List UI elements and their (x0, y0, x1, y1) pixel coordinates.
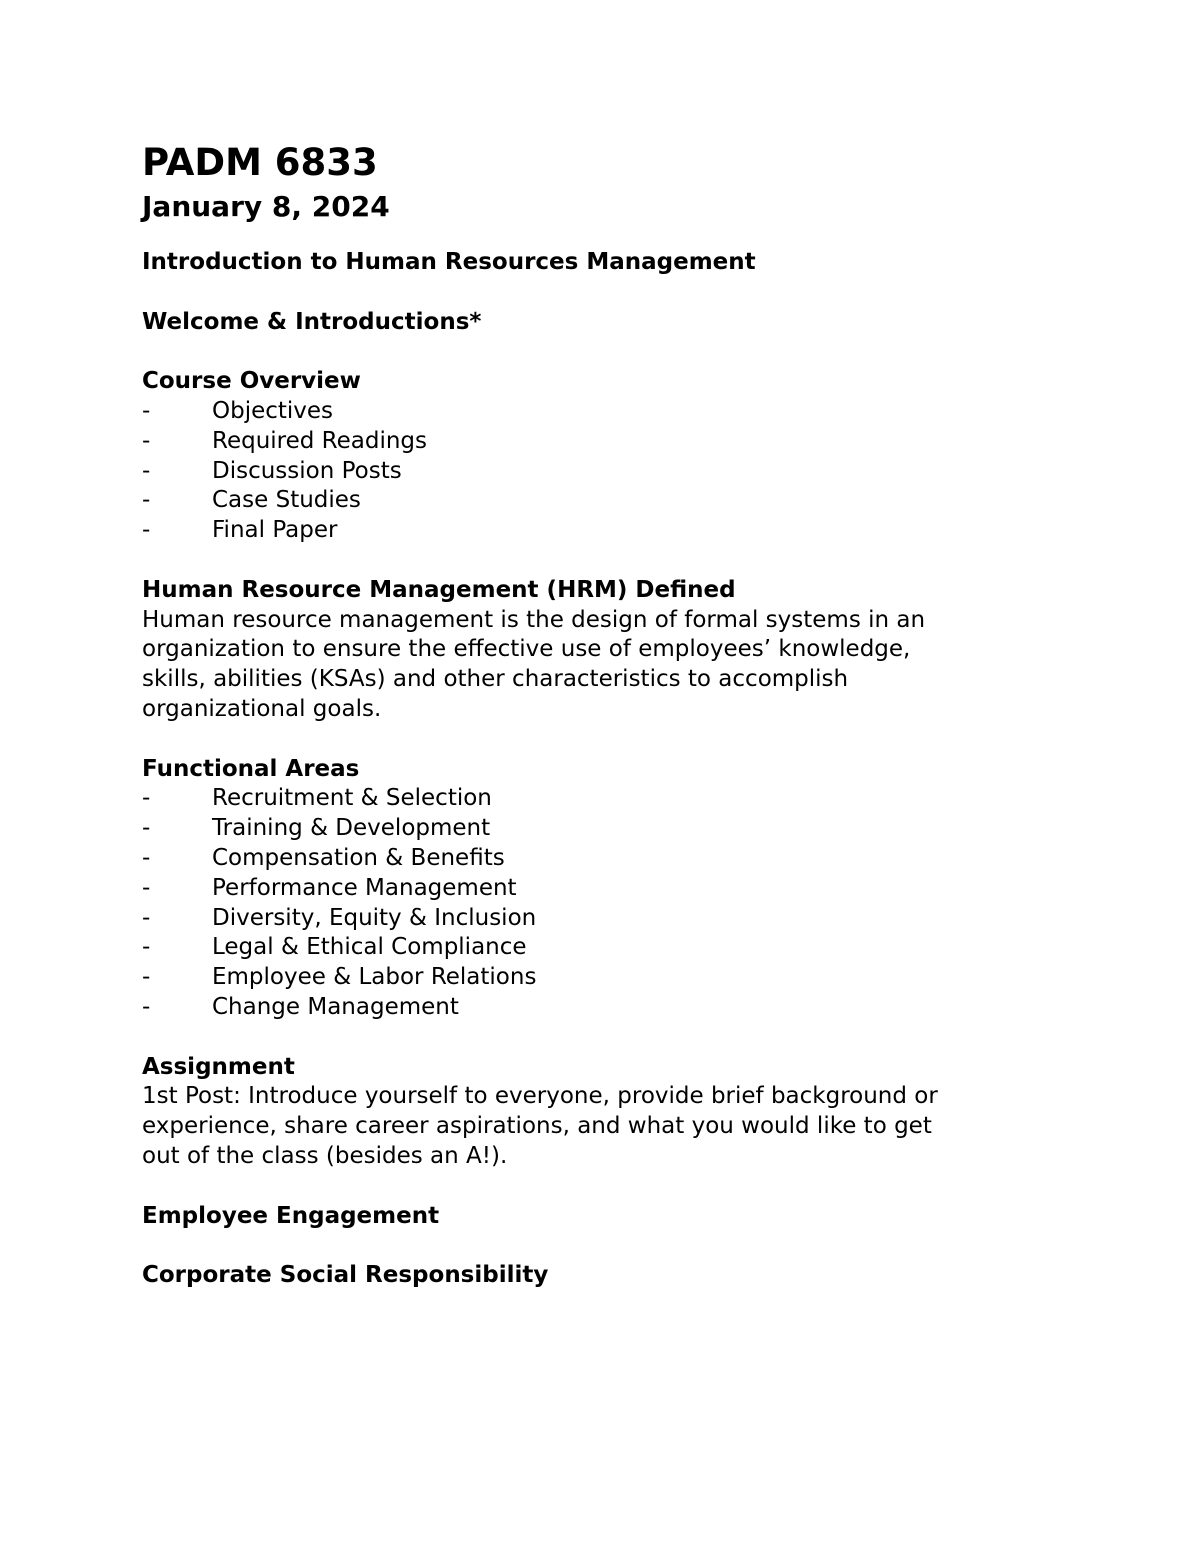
dash-bullet: - (142, 785, 151, 812)
list-item (142, 427, 1062, 457)
list-item-text: Case Studies (212, 487, 361, 514)
welcome-heading: Welcome & Introductions* (142, 308, 482, 335)
list-item (142, 993, 1062, 1023)
list-item-text: Required Readings (212, 427, 428, 454)
list-item-text: Diversity, Equity & Inclusion (212, 904, 537, 931)
assignment-line: experience, share career aspirations, and what you would like to get (142, 1113, 932, 1140)
dash-bullet: - (142, 815, 151, 842)
list-item (142, 874, 1062, 904)
list-item-text: Compensation & Benefits (212, 844, 505, 871)
list-item (142, 844, 1062, 874)
list-item-text: Discussion Posts (212, 457, 402, 484)
course-overview-heading: Course Overview (142, 368, 361, 395)
dash-bullet: - (142, 964, 151, 991)
course-overview-list (142, 397, 1062, 546)
list-item (142, 486, 1062, 516)
assignment-heading: Assignment (142, 1053, 295, 1080)
dash-bullet: - (142, 427, 151, 454)
list-item (142, 397, 1062, 427)
lecture-date: January 8, 2024 (142, 190, 390, 223)
hrm-defined-heading: Human Resource Management (HRM) Defined (142, 576, 736, 603)
hrm-definition-line: Human resource management is the design of formal systems in an (142, 606, 926, 633)
list-item (142, 933, 1062, 963)
dash-bullet: - (142, 397, 151, 424)
spacer (142, 546, 1062, 576)
intro-heading: Introduction to Human Resources Management (142, 249, 756, 275)
list-item-text: Employee & Labor Relations (212, 964, 537, 991)
spacer (142, 1172, 1062, 1202)
hrm-definition-line: organization to ensure the effective use of employees’ knowledge, (142, 636, 911, 663)
list-item (142, 814, 1062, 844)
csr-heading: Corporate Social Responsibility (142, 1262, 549, 1289)
spacer (142, 278, 1062, 308)
functional-areas-list (142, 784, 1062, 1022)
dash-bullet: - (142, 457, 151, 484)
spacer (142, 1023, 1062, 1053)
assignment-line: out of the class (besides an A!). (142, 1142, 508, 1169)
dash-bullet: - (142, 874, 151, 901)
employee-engagement-heading: Employee Engagement (142, 1202, 440, 1229)
list-item (142, 457, 1062, 487)
list-item-text: Change Management (212, 993, 459, 1020)
dash-bullet: - (142, 904, 151, 931)
list-item-text: Final Paper (212, 517, 338, 544)
dash-bullet: - (142, 934, 151, 961)
dash-bullet: - (142, 993, 151, 1020)
document-page (142, 138, 1062, 1291)
dash-bullet: - (142, 487, 151, 514)
list-item-text: Training & Development (212, 815, 491, 842)
dash-bullet: - (142, 844, 151, 871)
list-item (142, 963, 1062, 993)
spacer (142, 337, 1062, 367)
assignment-line: 1st Post: Introduce yourself to everyone, provide brief background or (142, 1083, 938, 1110)
list-item (142, 516, 1062, 546)
list-item-text: Objectives (212, 397, 334, 424)
functional-areas-heading: Functional Areas (142, 755, 360, 782)
spacer (142, 725, 1062, 755)
list-item-text: Recruitment & Selection (212, 785, 492, 812)
spacer (142, 1231, 1062, 1261)
dash-bullet: - (142, 517, 151, 544)
hrm-definition-line: organizational goals. (142, 695, 382, 722)
list-item-text: Legal & Ethical Compliance (212, 934, 527, 961)
hrm-definition-line: skills, abilities (KSAs) and other characteristics to accomplish (142, 666, 849, 693)
list-item (142, 784, 1062, 814)
course-code-title: PADM 6833 (142, 141, 378, 184)
list-item-text: Performance Management (212, 874, 517, 901)
list-item (142, 904, 1062, 934)
